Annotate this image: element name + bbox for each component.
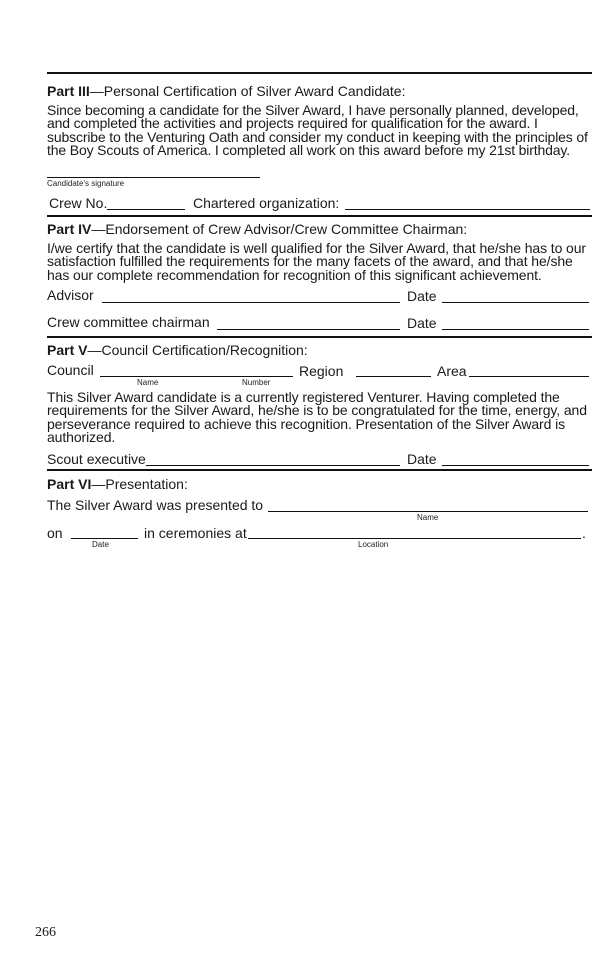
scout-exec-field[interactable] <box>146 465 400 466</box>
part4-body: I/we certify that the candidate is well qualified for the Silver Award, that he/she has to our satisfaction fulfilled the requirements for the many facets of the award, and that he/she has our complete recommendation for recognition of this significant achievement. <box>47 240 586 283</box>
part5-label: Part V <box>47 342 88 358</box>
part5-heading <box>47 343 308 358</box>
divider-part4 <box>47 215 592 217</box>
area-field[interactable] <box>469 376 589 377</box>
divider-part5 <box>47 336 592 338</box>
chairman-field[interactable] <box>217 329 400 330</box>
advisor-label: Advisor <box>47 287 94 303</box>
part3-title: —Personal Certification of Silver Award Candidate: <box>89 83 406 99</box>
divider-part6 <box>47 469 592 471</box>
presentation-date-field[interactable] <box>71 538 138 539</box>
top-rule <box>47 72 592 74</box>
chartered-org-field[interactable] <box>345 209 590 210</box>
advisor-field[interactable] <box>102 302 400 303</box>
part3-heading <box>47 84 405 99</box>
chairman-date-field[interactable] <box>442 329 589 330</box>
page-number: 266 <box>35 925 56 940</box>
scout-exec-label: Scout executive <box>47 451 146 467</box>
scout-exec-date-field[interactable] <box>442 465 589 466</box>
council-field[interactable] <box>100 376 293 377</box>
chairman-label: Crew committee chairman <box>47 314 210 330</box>
part4-label: Part IV <box>47 221 92 237</box>
region-label: Region <box>299 363 344 379</box>
council-number-caption: Number <box>242 378 271 387</box>
part5-body: This Silver Award candidate is a currently registered Venturer. Having completed the requirements for the Silver Award, he/she is to be congratulated for the time, energy, and perseverance required to achieve this recognition. Presentation of the Silver Award is authorized. <box>47 389 587 446</box>
part6-heading <box>47 477 188 492</box>
location-caption: Location <box>358 540 389 549</box>
crew-no-field[interactable] <box>107 209 185 210</box>
presented-name-caption: Name <box>417 513 439 522</box>
part3-label: Part III <box>47 83 90 99</box>
advisor-date-label: Date <box>407 288 437 304</box>
area-label: Area <box>437 363 467 379</box>
presented-to-field[interactable] <box>268 511 588 512</box>
part3-body: Since becoming a candidate for the Silver Award, I have personally planned, developed, and completed the activities and projects required for qualification for the award. I subscribe to the Venturing Oath and consider my conduct in keeping with the principles of the Boy Scouts of America. I completed all work on this award before my 21st birthday. <box>47 102 588 159</box>
council-label: Council <box>47 362 94 378</box>
part6-title: —Presentation: <box>91 476 188 492</box>
location-field[interactable] <box>248 538 581 539</box>
part5-title: —Council Certification/Recognition: <box>87 342 308 358</box>
presentation-date-caption: Date <box>92 540 109 549</box>
chairman-date-label: Date <box>407 315 437 331</box>
presented-to-label: The Silver Award was presented to <box>47 497 264 513</box>
signature-caption: Candidate's signature <box>47 179 125 188</box>
ceremonies-label: in ceremonies at <box>144 525 247 541</box>
council-name-caption: Name <box>137 378 159 387</box>
scout-exec-date-label: Date <box>407 451 437 467</box>
crew-no-label: Crew No. <box>49 195 108 211</box>
region-field[interactable] <box>356 376 431 377</box>
on-label: on <box>47 525 63 541</box>
part6-label: Part VI <box>47 476 92 492</box>
advisor-date-field[interactable] <box>442 302 589 303</box>
part4-title: —Endorsement of Crew Advisor/Crew Committee Chairman: <box>91 221 468 237</box>
signature-line[interactable] <box>47 177 260 178</box>
chartered-org-label: Chartered organization: <box>193 195 340 211</box>
part4-heading <box>47 222 467 237</box>
end-period: . <box>582 525 586 541</box>
